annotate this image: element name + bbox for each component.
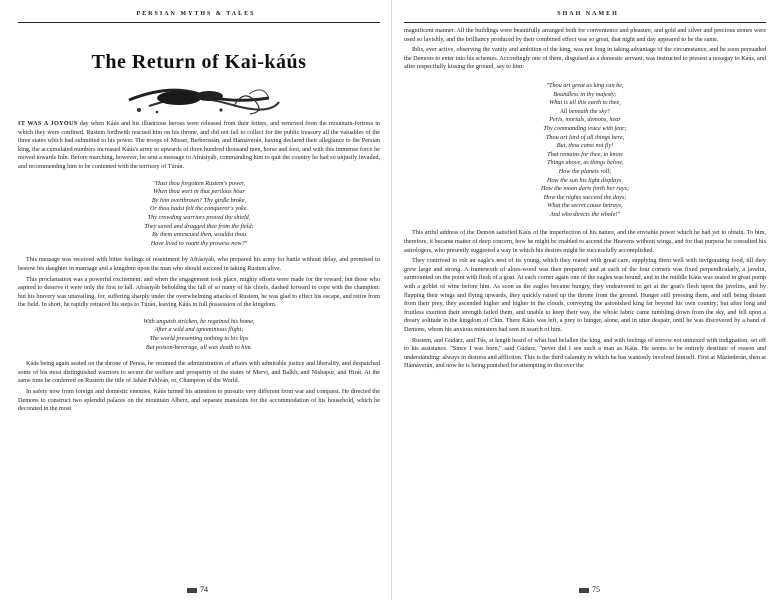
- opening-text: day when Káús and his illustrious heroes were released from their fetters, and removed from the mountain-fortress in which they were confined. Rustem forthwith rescued him on his throne, and did not fail to collect for the public treasury all the valuables of the three states which had submitted to his power. The troops of Misser, Berberistán, and Hámáverán, having declared their allegiance to the Persian king, the accumulated numbers increased Káús's army to upwards of three hundred thousand men, horse and foot, and with this immense force he moved towards Irán. Before marching, however, he sent a message to Afrásiyáb, commanding him to quit the country he had so unjustly invaded, and recommending him to be contented with the territory of Túrán.: [18, 120, 381, 170]
- verse-line: Or thou hadst felt the conqueror's yoke.: [149, 205, 249, 213]
- left-page-content: [18, 27, 380, 416]
- verse-line: And who directs the whole!": [549, 210, 621, 218]
- lead-in-caps: IT WAS A JOYOUS: [18, 120, 78, 127]
- ink-splatter-ornament: [109, 80, 289, 120]
- body-paragraph: This artful address of the Demon satisfied Káús of the imperfection of his nature, and the enviable power which he had yet to obtain. To him, therefore, it became matter of deep concern, how he might be enabled to ascend the Heavens without wings, and for that purpose he consulted his astrologers, who presently suggested a way in which his desires might be successfully accomplished.: [404, 229, 766, 254]
- verse-line: Thou art lord of all things here,: [545, 133, 625, 141]
- verse-line: By him overthrown? Thy girdle broke,: [151, 196, 247, 204]
- folio-ornament-icon: [187, 588, 197, 593]
- page-number: 74: [200, 585, 208, 594]
- verse-line: By them unrescued then, wouldst thou: [152, 231, 246, 239]
- verse-line: "Thou art great as king can be,: [546, 81, 624, 89]
- header-rule-right: [404, 22, 766, 23]
- page-number-left: [0, 585, 392, 594]
- verse-line: Peris, mortals, demons, hear: [549, 116, 621, 124]
- verse-line: How the sun his light displays,: [547, 176, 623, 184]
- verse-line: But poison-beverage, all was death to him.: [145, 343, 253, 351]
- page-number-right: [392, 585, 784, 594]
- verse-block-1: [18, 180, 380, 249]
- verse-line: What is all this earth to thee,: [549, 99, 621, 107]
- verse-line: All beneath the sky?: [560, 107, 610, 115]
- verse-line: When thou wert in that perilous hour: [153, 188, 245, 196]
- body-paragraph: Iblis, ever active, observing the vanity and ambition of the king, was not long in taking advantage of the circumstance, and he soon persuaded the Demons to enter into his schemes. Accordingly one of them, disguised as a domestic servant, was instructed to present a nosegay to Káús, and after respectfully kissing the ground, say to him:: [404, 46, 766, 71]
- body-paragraph: magnificent manner. All the buildings were beautifully arranged both for convenience and pleasure, and gold and silver and precious stones were used so lavishly, and the brilliancy produced by their combined effect was so great, that night and day appeared to be the same.: [404, 27, 766, 43]
- right-page-content: [404, 27, 766, 373]
- verse-line: But, thou canst not fly!: [556, 142, 614, 150]
- verse-line: "Hast thou forgotten Rustem's power,: [152, 179, 246, 187]
- header-rule-left: [18, 22, 380, 23]
- right-page: [392, 0, 784, 600]
- verse-line: Things above, as things below,: [547, 159, 623, 167]
- verse-line: The world presenting nothing to his lips: [149, 335, 249, 343]
- chapter-title: The Return of Kai-káús: [91, 51, 307, 73]
- body-paragraph: This message was received with bitter feelings of resentment by Afrásiyáb, who prepared his army for battle without delay, and promised to bestow his daughter in marriage and a kingdom upon the man who should succeed in taking Rustem alive.: [18, 256, 380, 272]
- body-paragraph: In safety now from foreign and domestic enemies, Káús turned his attention to pursuits very different from war and conquest. He directed the Demons to construct two splendid palaces on the mountain Alberz, and separate mansions for the accommodation of his household, which he decorated in the most: [18, 388, 380, 413]
- page-number: 75: [592, 585, 600, 594]
- verse-line: They saved and dragged thee from the field;: [144, 222, 254, 230]
- body-paragraph: Rustem, and Gúdarz, and Tús, at length heard of what had befallen the king, and with feelings of sorrow not unmixed with indignation, set off to his assistance. "Since I was born," said Gúdarz, "never did I see such a man as Káús. He seems to be entirely destitute of reason and understanding: always in distress and affliction. This is the third calamity in which he has wantonly involved himself. First at Mázinderán, then at Hámáverán, and now he is being punished for attempting to discover the: [404, 336, 766, 370]
- verse-line: Have lived to vaunt thy prowess now?": [150, 239, 248, 247]
- verse-line: Boundless in thy majesty;: [553, 90, 617, 98]
- verse-line: Thy commanding voice with fear;: [543, 124, 627, 132]
- verse-block-2: [18, 318, 380, 352]
- opening-paragraph: [18, 120, 380, 172]
- verse-line: What the secret cause betrays,: [547, 202, 623, 210]
- verse-block-3: [404, 82, 766, 220]
- running-head-left: PERSIAN MYTHS & TALES: [136, 11, 256, 17]
- verse-line: How the moon darts forth her rays;: [541, 185, 629, 193]
- verse-line: How the nights succeed the days;: [543, 193, 627, 201]
- body-paragraph: This proclamation was a powerful excitement: and when the engagement took place, mighty efforts were made for the reward; but those who aspired to deserve it were only the first to fall. Afrásiyáb beholding the fall of so many of his chiefs, dashed forward to cope with the champion: but his bravery was unavailing, for, suffering sharply under the overwhelming attacks of Rustem, he was glad to effect his escape, and retire from the field. In short, he rapidly retraced his steps to Túrán, leaving Káús in full possession of the kingdom.: [18, 275, 380, 309]
- folio-ornament-icon: [579, 588, 589, 593]
- body-paragraph: They contrived to rob an eagle's nest of its young, which they reared with great care, supplying them well with invigorating food, till they grew large and strong. A framework of aloes-wood was then prepared; and at each of the four corners was fixed perpendicularly, a javelin, surmounted on the point with flesh of a goat. At each corner again one of the eagles was bound, and in the middle Káús was seated in great pomp with a goblet of wine before him. As soon as the eagles became hungry, they endeavored to get at the goat's flesh upon the javelins, and by flapping their wings and flying upwards, they quickly raised up the throne from the ground. Hunger still pressing them, and still being distant from their prey, they ascended higher and higher in the clouds, conveying the astonished king far beyond his own country; but after long and fruitless exertion their strength failed them, and unable to keep their way, the whole fabric came tumbling down from the sky, and fell upon a dreary solitude in the kingdom of Chín. There Káús was left, a prey to hunger, alone, and in utter despair, until he was discovered by a band of Demons, whom his anxious ministers had sent in search of him.: [404, 257, 766, 333]
- verse-line: With anguish stricken, he regained his home,: [143, 317, 255, 325]
- body-paragraph: Káús being again seated on the throne of Persia, he resumed the administration of affairs with admirable justice and liberality, and despatched some of his most distinguished warriors to secure the welfare and prosperity of the states of Mervi, and Balkh, and Nishapúr, and Hirát. At the same time he conferred on Rustem the title of Jahán Pahlván, or, Champion of the World.: [18, 360, 380, 385]
- verse-line: Thy crowding warriors proved thy shield,: [147, 213, 251, 221]
- verse-line: After a wild and ignominious flight;: [154, 326, 244, 334]
- running-head-right: SHAH NAMEH: [557, 11, 619, 17]
- verse-line: That remains for thee, to know: [547, 150, 623, 158]
- verse-line: How the planets roll;: [558, 167, 612, 175]
